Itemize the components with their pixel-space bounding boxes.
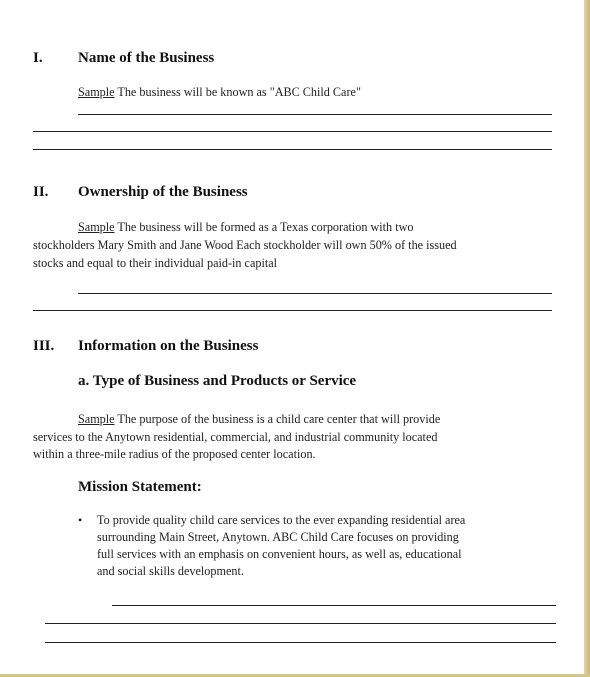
answer-line[interactable] <box>45 623 556 624</box>
subsection-a-line-3: within a three-mile radius of the proposed center location. <box>33 447 316 461</box>
answer-line[interactable] <box>78 293 552 294</box>
answer-line[interactable] <box>78 114 552 115</box>
section-2-sample-label: Sample <box>78 220 115 234</box>
answer-line[interactable] <box>33 131 552 132</box>
answer-line[interactable] <box>33 310 552 311</box>
section-2-text: The business will be formed as a Texas corporation with two <box>114 220 414 234</box>
mission-line-2: surrounding Main Street, Anytown. ABC Child Care focuses on providing <box>97 530 459 544</box>
subsection-a-title: a. Type of Business and Products or Service <box>78 373 357 389</box>
subsection-a-text: The purpose of the business is a child care center that will provide <box>114 412 441 426</box>
page-frame-right <box>584 0 590 677</box>
mission-line-4: and social skills development. <box>97 564 244 578</box>
subsection-a-line-2: services to the Anytown residential, commercial, and industrial community located <box>33 430 438 444</box>
section-2-line-1 <box>78 219 413 237</box>
section-1-sample <box>78 84 361 102</box>
section-1-title: Name of the Business <box>78 50 215 66</box>
section-3-numeral: III. <box>33 338 55 354</box>
mission-statement-title: Mission Statement: <box>78 479 202 495</box>
subsection-a-sample-label: Sample <box>78 412 115 426</box>
subsection-a-line-1 <box>78 411 440 429</box>
bullet-icon: • <box>78 513 83 527</box>
section-1-numeral: I. <box>33 50 43 66</box>
section-2-numeral: II. <box>33 184 49 200</box>
answer-line[interactable] <box>112 605 556 606</box>
section-1-sample-text: The business will be known as "ABC Child Care" <box>114 85 361 99</box>
mission-line-1: To provide quality child care services to the ever expanding residential area <box>97 513 466 527</box>
section-1-sample-label: Sample <box>78 85 115 99</box>
section-3-title: Information on the Business <box>78 338 259 354</box>
mission-line-3: full services with an emphasis on convenient hours, as well as, educational <box>97 547 462 561</box>
section-2-line-2: stockholders Mary Smith and Jane Wood Each stockholder will own 50% of the issued <box>33 238 457 252</box>
section-2-title: Ownership of the Business <box>78 184 248 200</box>
answer-line[interactable] <box>33 149 552 150</box>
section-2-line-3: stocks and equal to their individual paid-in capital <box>33 256 278 270</box>
answer-line[interactable] <box>45 642 556 643</box>
